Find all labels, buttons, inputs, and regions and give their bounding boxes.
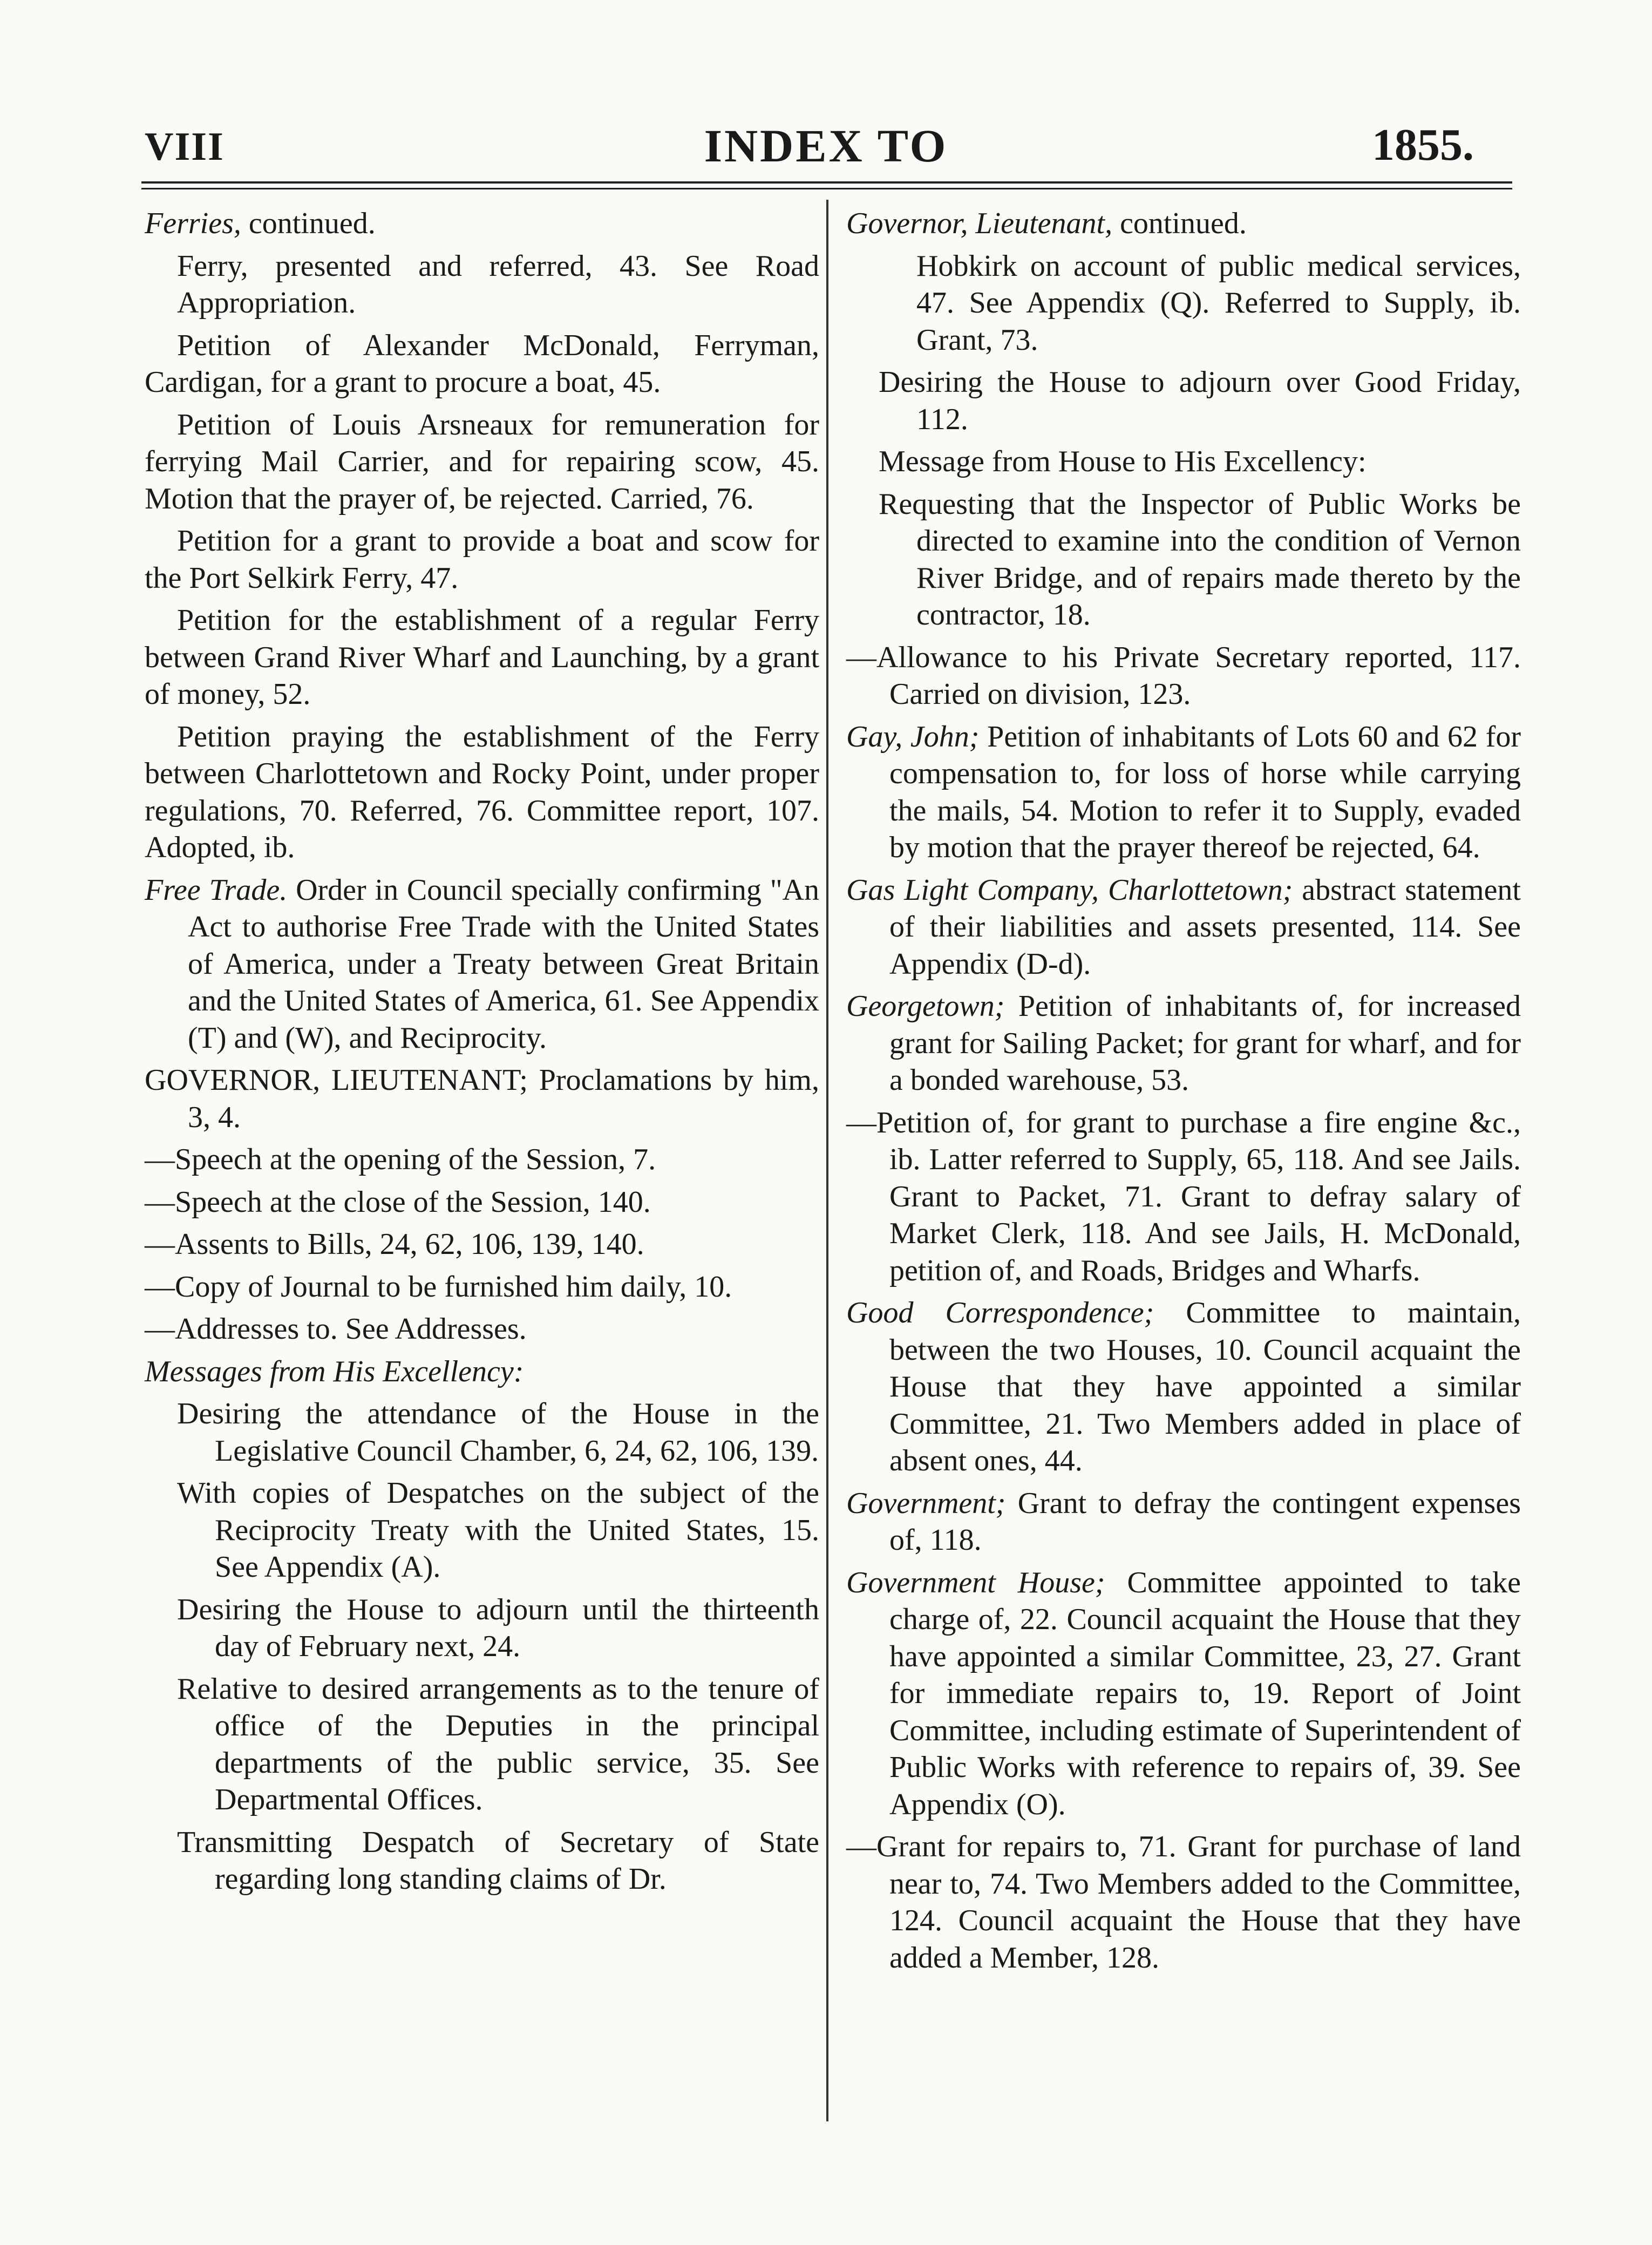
index-entry	[846, 443, 1521, 480]
index-entry-heading: Georgetown;	[846, 989, 1005, 1023]
index-entry-text: continued.	[1112, 207, 1247, 240]
index-entry	[145, 1311, 819, 1348]
index-entry-heading: Good Correspondence;	[846, 1296, 1154, 1330]
index-entry	[846, 364, 1521, 438]
index-entry-heading: Government House;	[846, 1565, 1105, 1599]
index-entry-heading: Messages from His Excellency:	[145, 1354, 524, 1388]
index-entry	[846, 639, 1521, 713]
header-rule-top	[141, 181, 1512, 184]
index-entry-text: Petition of Alexander McDonald, Ferryman, Cardigan, for a grant to procure a boat, 45.	[145, 328, 819, 399]
index-entry-text: Requesting that the Inspector of Public Works be directed to examine into the condition of Vernon River Bridge, and of repairs made thereto by the contractor, 18.	[879, 487, 1521, 632]
index-entry	[145, 1184, 819, 1221]
index-entry	[145, 205, 819, 242]
index-entry-text: Petition praying the establishment of the Ferry between Charlottetown and Rocky Point, under proper regulations, 70. Referred, 76. Committee report, 107. Adopted, ib.	[145, 720, 819, 864]
index-entry-text: Desiring the House to adjourn over Good Friday, 112.	[879, 365, 1521, 436]
index-entry	[145, 1226, 819, 1263]
index-entry-text: —Allowance to his Private Secretary reported, 117. Carried on division, 123.	[846, 640, 1521, 711]
index-entry-heading: Gas Light Company, Charlottetown;	[846, 873, 1293, 907]
index-entry	[145, 1269, 819, 1306]
page-header	[0, 119, 1652, 178]
page-title: INDEX TO	[704, 120, 948, 172]
index-entry-text: —Grant for repairs to, 71. Grant for purchase of land near to, 74. Two Members added to the Committee, 124. Council acquaint the House that they have added a Member, 128.	[846, 1830, 1521, 1975]
index-entry-text: Petition for a grant to provide a boat and scow for the Port Selkirk Ferry, 47.	[145, 524, 819, 595]
index-entry	[145, 1395, 819, 1469]
index-entry	[145, 327, 819, 401]
index-entry-text: —Addresses to. See Addresses.	[145, 1312, 527, 1346]
index-entry	[145, 602, 819, 713]
index-entry	[145, 1475, 819, 1586]
page-number: VIII	[145, 125, 225, 169]
column-divider	[826, 200, 828, 2121]
index-entry	[145, 1671, 819, 1819]
index-entry-text: —Speech at the opening of the Session, 7.	[145, 1143, 656, 1176]
header-rule-bottom	[141, 188, 1512, 189]
index-entry-text: —Copy of Journal to be furnished him daily, 10.	[145, 1270, 732, 1304]
index-entry	[145, 1062, 819, 1136]
index-entry-text: Petition of inhabitants of Lots 60 and 62 for compensation to, for loss of horse while carrying the mails, 54. Motion to refer it to Supply, evaded by motion that the prayer thereof be rejected, 64.	[889, 720, 1521, 864]
index-entry-text: Relative to desired arrangements as to the tenure of office of the Deputies in the principal departments of the public service, 35. See Departmental Offices.	[177, 1672, 819, 1816]
index-entry	[846, 1828, 1521, 1976]
index-entry-text: Message from House to His Excellency:	[879, 445, 1367, 478]
index-entry	[846, 1104, 1521, 1290]
index-entry	[846, 1485, 1521, 1559]
index-entry	[846, 486, 1521, 634]
index-entry	[145, 1141, 819, 1178]
index-entry-text: continued.	[241, 207, 376, 240]
index-entry	[846, 988, 1521, 1099]
index-entry	[145, 1824, 819, 1898]
index-entry-text: Committee to maintain, between the two Houses, 10. Council acquaint the House that they have appointed a similar Committee, 21. Two Members added in place of absent ones, 44.	[889, 1296, 1521, 1477]
index-entry-text: Petition of inhabitants of, for increased grant for Sailing Packet; for grant for wharf, and for a bonded warehouse, 53.	[889, 989, 1521, 1097]
index-entry	[846, 872, 1521, 983]
index-entry	[145, 406, 819, 518]
index-entry	[145, 248, 819, 322]
index-entry-text: Desiring the attendance of the House in the Legislative Council Chamber, 6, 24, 62, 106, 139.	[177, 1397, 819, 1468]
index-entry-text: Ferry, presented and referred, 43. See Road Appropriation.	[177, 249, 819, 320]
index-entry-text: Grant to defray the contingent expenses of, 118.	[889, 1486, 1521, 1557]
index-entry	[145, 523, 819, 596]
index-entry	[846, 205, 1521, 242]
index-entry	[846, 1294, 1521, 1480]
index-entry-text: Desiring the House to adjourn until the thirteenth day of February next, 24.	[177, 1592, 819, 1663]
index-entry-text: Petition of Louis Arsneaux for remuneration for ferrying Mail Carrier, and for repairing scow, 45. Motion that the prayer of, be rejected. Carried, 76.	[145, 408, 819, 516]
index-entry	[145, 872, 819, 1057]
index-entry-text: With copies of Despatches on the subject of the Reciprocity Treaty with the United States, 15. See Appendix (A).	[177, 1476, 819, 1584]
index-entry-text: —Speech at the close of the Session, 140.	[145, 1185, 651, 1219]
index-entry	[846, 1564, 1521, 1823]
index-entry-text: abstract statement of their liabilities and assets presented, 114. See Appendix (D-d).	[889, 873, 1521, 981]
index-entry-heading: Government;	[846, 1486, 1006, 1520]
index-entry-heading: Ferries,	[145, 207, 241, 240]
index-entry-text: Committee appointed to take charge of, 22. Council acquaint the House that they have appointed a similar Committee, 23, 27. Grant for immediate repairs to, 19. Report of Joint Committee, including estimate of Superintendent of Public Works with reference to repairs of, 39. See Appendix (O).	[889, 1565, 1521, 1821]
index-entry-text: —Petition of, for grant to purchase a fire engine &c., ib. Latter referred to Supply, 65, 118. And see Jails. Grant to Packet, 71. Grant to defray salary of Market Clerk, 118. And see Jails, H. McDonald, petition of, and Roads, Bridges and Wharfs.	[846, 1105, 1521, 1287]
index-entry	[145, 1353, 819, 1391]
index-entry	[145, 718, 819, 866]
index-entry-heading: Free Trade.	[145, 873, 288, 907]
index-entry-text: Transmitting Despatch of Secretary of State regarding long standing claims of Dr.	[177, 1825, 819, 1896]
page-year: 1855.	[1372, 120, 1474, 170]
index-entry-text: GOVERNOR, LIEUTENANT; Proclamations by him, 3, 4.	[145, 1063, 819, 1134]
left-column	[145, 205, 819, 1903]
index-entry-heading: Gay, John;	[846, 720, 980, 754]
right-column	[846, 205, 1521, 1982]
index-entry	[846, 248, 1521, 359]
index-entry-text: Order in Council specially confirming "An Act to authorise Free Trade with the United States of America, under a Treaty between Great Britain and the United States of America, 61. See Appendix (T) and (W), and Reciprocity.	[188, 873, 819, 1055]
index-entry-text: Hobkirk on account of public medical services, 47. See Appendix (Q). Referred to Supply, ib. Grant, 73.	[916, 249, 1521, 357]
index-entry	[846, 718, 1521, 866]
index-entry-text: Petition for the establishment of a regular Ferry between Grand River Wharf and Launching, by a grant of money, 52.	[145, 603, 819, 711]
index-entry	[145, 1591, 819, 1665]
index-entry-heading: Governor, Lieutenant,	[846, 207, 1113, 240]
index-entry-text: —Assents to Bills, 24, 62, 106, 139, 140.	[145, 1227, 644, 1261]
